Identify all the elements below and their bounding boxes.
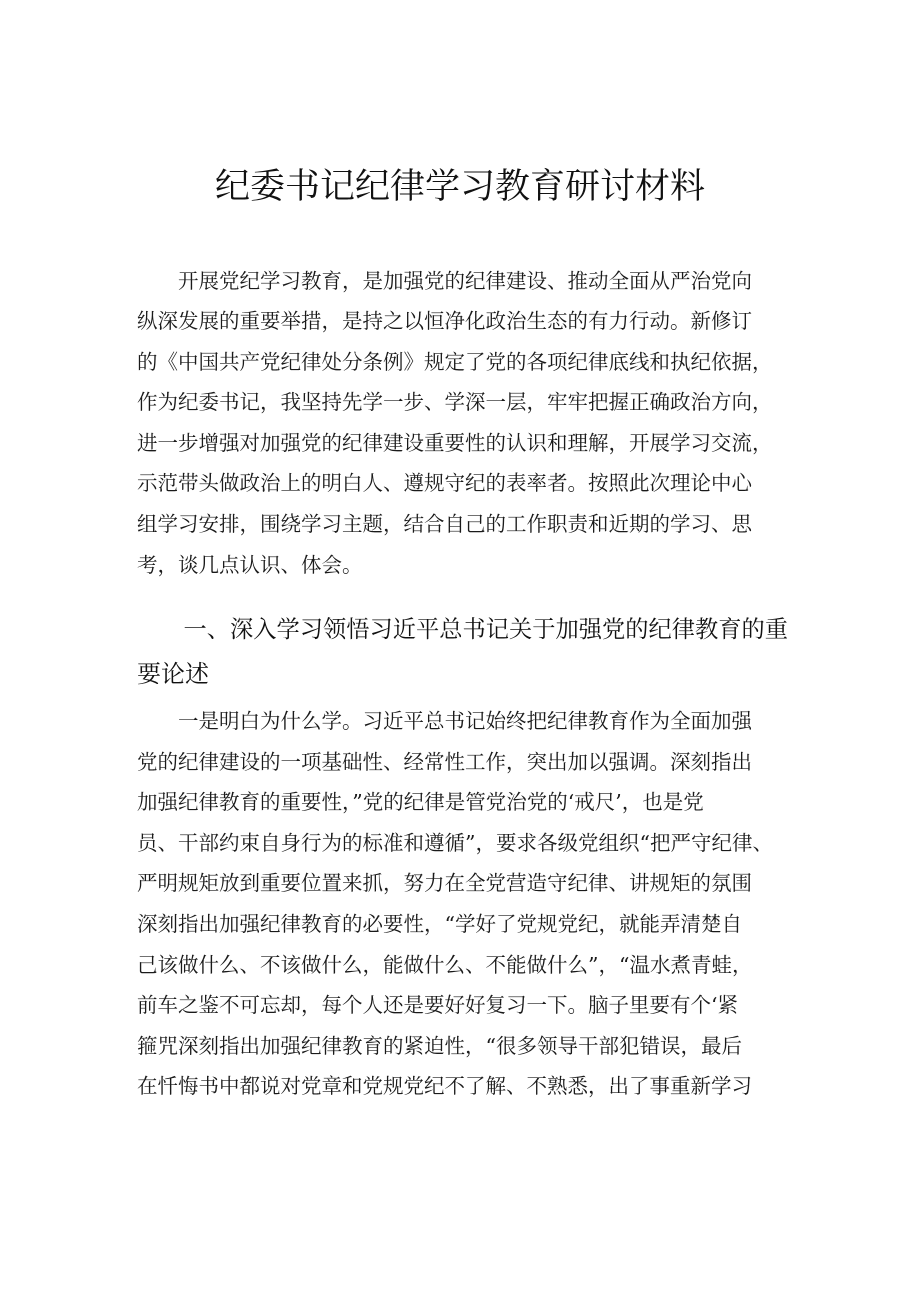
intro-line: 开展党纪学习教育，是加强党的纪律建设、推动全面从严治党向 <box>137 269 752 293</box>
section-body-line: 严明规矩放到重要位置来抓，努力在全党营造守纪律、讲规矩的氛围 <box>137 871 752 895</box>
section-body-line: 党的纪律建设的一项基础性、经常性工作，突出加以强调。深刻指出 <box>137 750 752 774</box>
section-body-line: 员、干部约束自身行为的标准和遵循”，要求各级党组织“把严守纪律、 <box>137 831 773 855</box>
intro-line: 考，谈几点认识、体会。 <box>137 553 363 577</box>
intro-line: 组学习安排，围绕学习主题，结合自己的工作职责和近期的学习、思 <box>137 512 752 536</box>
intro-line: 示范带头做政治上的明白人、遵规守纪的表率者。按照此次理论中心 <box>137 471 752 495</box>
intro-line: 进一步增强对加强党的纪律建设重要性的认识和理解，开展学习交流， <box>137 431 773 455</box>
section-body-line: 己该做什么、不该做什么，能做什么、不能做什么”，“温水煮青蛙， <box>137 953 753 977</box>
section-body-line: 在忏悔书中都说对党章和党规党纪不了解、不熟悉，出了事重新学习 <box>137 1074 752 1098</box>
section-body-line: 前车之鉴不可忘却，每个人还是要好好复习一下。脑子里要有个‘紧 <box>137 993 739 1017</box>
section-heading-line: 要论述 <box>137 660 209 688</box>
intro-line: 的《中国共产党纪律处分条例》规定了党的各项纪律底线和执纪依据， <box>137 350 773 374</box>
intro-line: 纵深发展的重要举措，是持之以恒净化政治生态的有力行动。新修订 <box>137 309 752 333</box>
section-body-line: 深刻指出加强纪律教育的必要性，“学好了党规党纪，就能弄清楚自 <box>137 912 742 936</box>
section-body-line: 箍咒深刻指出加强纪律教育的紧迫性，“很多领导干部犯错误，最后 <box>137 1034 742 1058</box>
section-heading-line: 一、深入学习领悟习近平总书记关于加强党的纪律教育的重 <box>137 616 789 643</box>
section-body-line: 加强纪律教育的重要性，”党的纪律是管党治党的‘戒尺’，也是党 <box>137 790 704 814</box>
intro-line: 作为纪委书记，我坚持先学一步、学深一层，牢牢把握正确政治方向， <box>137 390 773 414</box>
document-title: 纪委书记纪律学习教育研讨材料 <box>214 167 705 207</box>
section-body-line: 一是明白为什么学。习近平总书记始终把纪律教育作为全面加强 <box>137 709 752 733</box>
